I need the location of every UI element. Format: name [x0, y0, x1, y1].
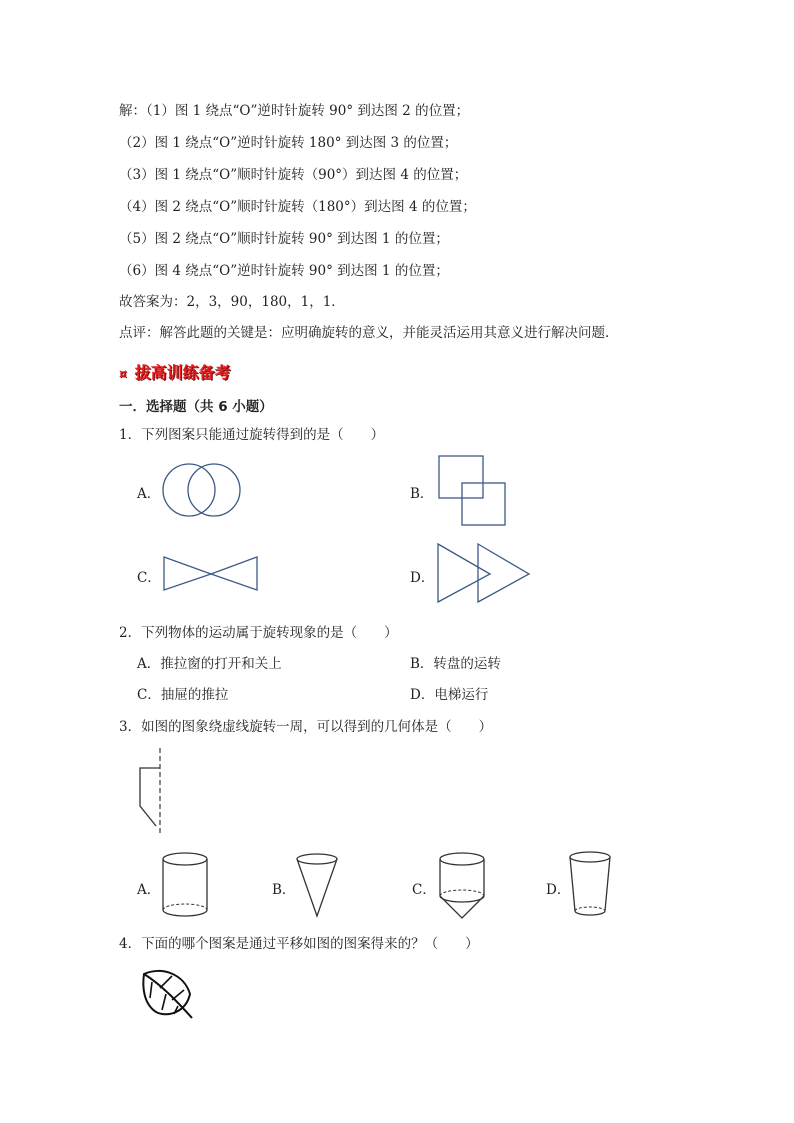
q3-option-b-label[interactable]: B．: [272, 882, 296, 898]
q3-option-b-cone: [295, 852, 341, 918]
q1-stem: 1．下列图案只能通过旋转得到的是（ ）: [119, 427, 385, 443]
leaf-icon: [138, 964, 198, 1020]
solution-line-4: （4）图 2 绕点“O”顺时针旋转（180°）到达图 4 的位置；: [119, 199, 476, 215]
section-heading-text: 拔高训练备考: [134, 363, 231, 382]
answer-line: 故答案为：2，3，90，180，1，1．: [119, 294, 345, 310]
q4-stem: 4．下面的哪个图案是通过平移如图的图案得来的？（ ）: [119, 936, 479, 952]
q1-option-a-figure: [162, 463, 242, 519]
q2-option-c[interactable]: C．抽屉的推拉: [137, 687, 229, 703]
section-heading: [119, 360, 231, 383]
currency-sign-icon: ¤: [119, 367, 127, 381]
q1-option-c-figure: [163, 556, 259, 592]
q3-option-c-label[interactable]: C．: [412, 882, 436, 898]
solution-line-2: （2）图 1 绕点“O”逆时针旋转 180° 到达图 3 的位置；: [119, 135, 458, 151]
q3-stem: 3．如图的图象绕虚线旋转一周，可以得到的几何体是（ ）: [119, 719, 493, 735]
q2-option-a[interactable]: A．推拉窗的打开和关上: [137, 656, 282, 672]
q1-option-d-figure: [436, 542, 532, 606]
q1-option-a-label[interactable]: A．: [137, 486, 161, 502]
q1-option-d-label[interactable]: D．: [410, 570, 435, 586]
solution-line-6: （6）图 4 绕点“O”逆时针旋转 90° 到达图 1 的位置；: [119, 263, 449, 279]
solution-line-1: 解：（1）图 1 绕点“O”逆时针旋转 90° 到达图 2 的位置；: [119, 103, 470, 119]
q1-option-c-label[interactable]: C．: [137, 570, 161, 586]
q2-option-b[interactable]: B．转盘的运转: [410, 656, 501, 672]
comment-line: 点评：解答此题的关键是：应明确旋转的意义，并能灵活运用其意义进行解决问题．: [119, 325, 619, 341]
q2-stem: 2．下列物体的运动属于旋转现象的是（ ）: [119, 625, 398, 641]
q1-option-b-figure: [438, 455, 508, 527]
q3-option-d-frustum: [568, 850, 614, 918]
q3-option-d-label[interactable]: D．: [546, 882, 571, 898]
solution-line-5: （5）图 2 绕点“O”顺时针旋转 90° 到达图 1 的位置；: [119, 231, 449, 247]
q2-option-d[interactable]: D．电梯运行: [410, 687, 489, 703]
q3-option-a-cylinder: [161, 852, 211, 918]
q3-option-c-cylinder-cone: [438, 852, 488, 922]
section-title: 一．选择题（共 6 小题）: [119, 399, 273, 415]
solution-line-3: （3）图 1 绕点“O”顺时针旋转（90°）到达图 4 的位置；: [119, 167, 468, 183]
q3-option-a-label[interactable]: A．: [137, 882, 161, 898]
q1-option-b-label[interactable]: B．: [410, 486, 434, 502]
q3-rotation-figure: [136, 746, 170, 838]
